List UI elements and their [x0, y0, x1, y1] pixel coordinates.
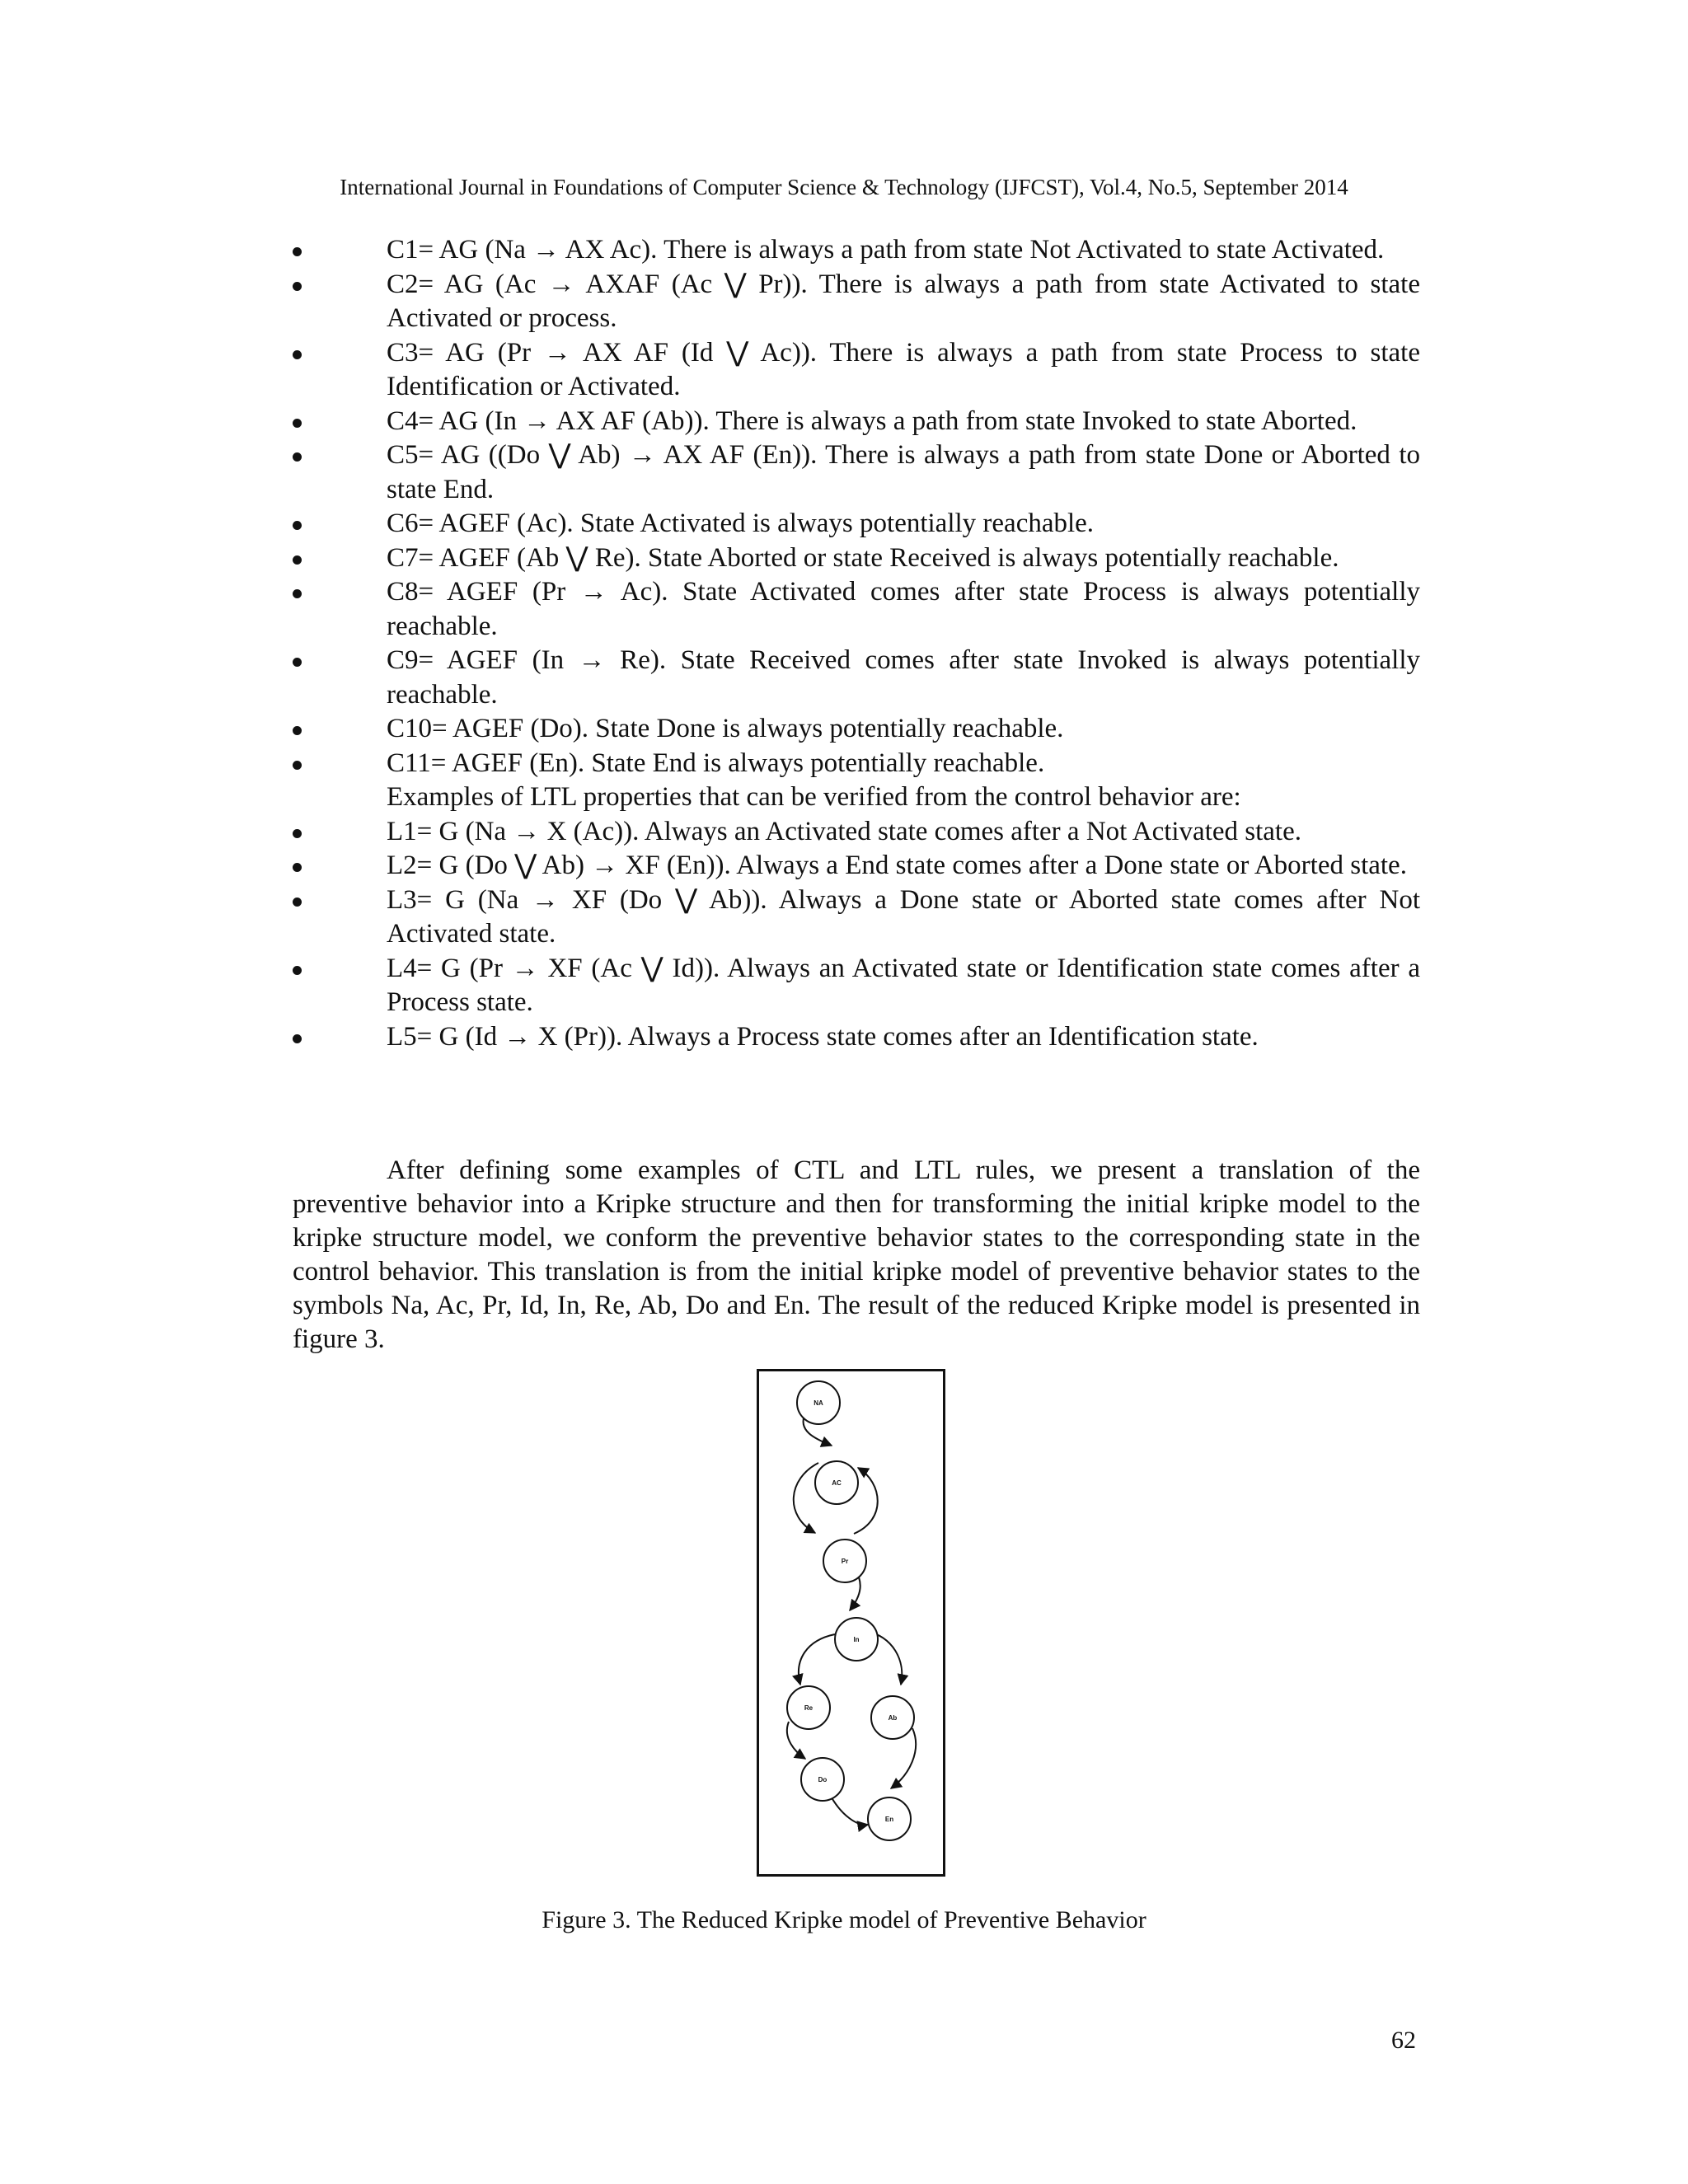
list-item	[293, 541, 1420, 576]
list-item	[293, 883, 1420, 952]
list-item-text: L1= G (Na → X (Ac)). Always an Activated state comes after a Not Activated state.	[387, 816, 1301, 846]
list-item	[293, 952, 1420, 1020]
list-item-text: L5= G (Id → X (Pr)). Always a Process state comes after an Identification state.	[387, 1021, 1259, 1052]
state-label-en: En	[884, 1816, 894, 1823]
bullet-icon	[293, 863, 302, 872]
list-item-text: L3= G (Na → XF (Do ⋁ Ab)). Always a Done state or Aborted state comes after Not Activated state.	[387, 884, 1420, 949]
state-label-ab: Ab	[888, 1714, 898, 1722]
bullet-icon	[293, 898, 302, 907]
edge-in-re	[799, 1634, 835, 1685]
list-item	[293, 575, 1420, 644]
page-number: 62	[1391, 2027, 1416, 2054]
bullet-icon	[293, 247, 302, 256]
bullet-icon	[293, 966, 302, 975]
list-item-text: Examples of LTL properties that can be verified from the control behavior are:	[387, 782, 1241, 812]
bullet-icon	[293, 555, 302, 565]
list-item-text: C7= AGEF (Ab ⋁ Re). State Aborted or state Received is always potentially reachable.	[387, 542, 1339, 573]
bullet-icon	[293, 761, 302, 770]
figure-caption: Figure 3. The Reduced Kripke model of Preventive Behavior	[542, 1906, 1146, 1933]
property-list	[293, 233, 1420, 1054]
list-item-text: C6= AGEF (Ac). State Activated is always potentially reachable.	[387, 509, 1095, 538]
list-item-text: L2= G (Do ⋁ Ab) → XF (En)). Always a End state comes after a Done state or Aborted state.	[387, 851, 1407, 880]
state-label-re: Re	[804, 1704, 814, 1712]
kripke-figure	[757, 1369, 945, 1877]
bullet-icon	[293, 350, 302, 359]
list-item	[293, 1020, 1420, 1055]
list-item-text: C10= AGEF (Do). State Done is always potentially reachable.	[387, 714, 1064, 743]
bullet-icon	[293, 452, 302, 462]
list-item-text: C2= AG (Ac → AXAF (Ac ⋁ Pr)). There is always a path from state Activated to state Activated or process.	[387, 269, 1420, 333]
bullet-icon	[293, 658, 302, 667]
state-label-do: Do	[818, 1776, 828, 1783]
list-item	[293, 268, 1420, 336]
bullet-icon	[293, 521, 302, 530]
list-item-text: L4= G (Pr → XF (Ac ⋁ Id)). Always an Activated state or Identification state comes after a Process state.	[387, 953, 1420, 1017]
edge-ac-pr	[794, 1463, 818, 1533]
list-item	[293, 405, 1420, 439]
state-label-na: NA	[814, 1399, 823, 1407]
running-header: International Journal in Foundations of Computer Science & Technology (IJFCST), Vol.4, No.5, September 2014	[340, 175, 1348, 199]
state-label-pr: Pr	[841, 1558, 849, 1565]
body-paragraph: After defining some examples of CTL and LTL rules, we present a translation of the preventive behavior into a Kripke structure and then for transforming the initial kripke model to the kripke structure model, we conform the preventive behavior states to the corresponding state in the control behavior. This translation is from the initial kripke model of preventive behavior states to the symbols Na, Ac, Pr, Id, In, Re, Ab, Do and En. The result of the reduced Kripke model is presented in figure 3.	[293, 1155, 1420, 1354]
list-item	[293, 507, 1420, 541]
list-item	[293, 747, 1420, 781]
bullet-icon	[293, 726, 302, 735]
list-intro-line	[293, 780, 1420, 815]
list-item	[293, 438, 1420, 507]
list-item-text: C1= AG (Na → AX Ac). There is always a path from state Not Activated to state Activated.	[387, 235, 1385, 265]
list-item	[293, 712, 1420, 747]
bullet-icon	[293, 1034, 302, 1043]
list-item-text: C11= AGEF (En). State End is always potentially reachable.	[387, 748, 1045, 778]
list-item	[293, 815, 1420, 850]
list-item	[293, 336, 1420, 405]
bullet-icon	[293, 829, 302, 838]
state-label-in: In	[853, 1636, 860, 1643]
edge-do-en	[829, 1793, 868, 1825]
list-item	[293, 849, 1420, 883]
bullet-icon	[293, 419, 302, 428]
list-item	[293, 233, 1420, 268]
list-item-text: C3= AG (Pr → AX AF (Id ⋁ Ac)). There is always a path from state Process to state Identification or Activated.	[387, 337, 1420, 401]
list-item-text: C9= AGEF (In → Re). State Received comes after state Invoked is always potentially reachable.	[387, 645, 1420, 710]
kripke-diagram	[759, 1371, 943, 1874]
list-item	[293, 644, 1420, 712]
bullet-icon	[293, 589, 302, 598]
list-item-text: C5= AG ((Do ⋁ Ab) → AX AF (En)). There is always a path from state Done or Aborted to state End.	[387, 440, 1420, 504]
list-item-text: C8= AGEF (Pr → Ac). State Activated comes after state Process is always potentially reachable.	[387, 577, 1420, 641]
list-item-text: C4= AG (In → AX AF (Ab)). There is always a path from state Invoked to state Aborted.	[387, 405, 1357, 436]
state-label-ac: AC	[832, 1479, 842, 1487]
bullet-icon	[293, 282, 302, 291]
